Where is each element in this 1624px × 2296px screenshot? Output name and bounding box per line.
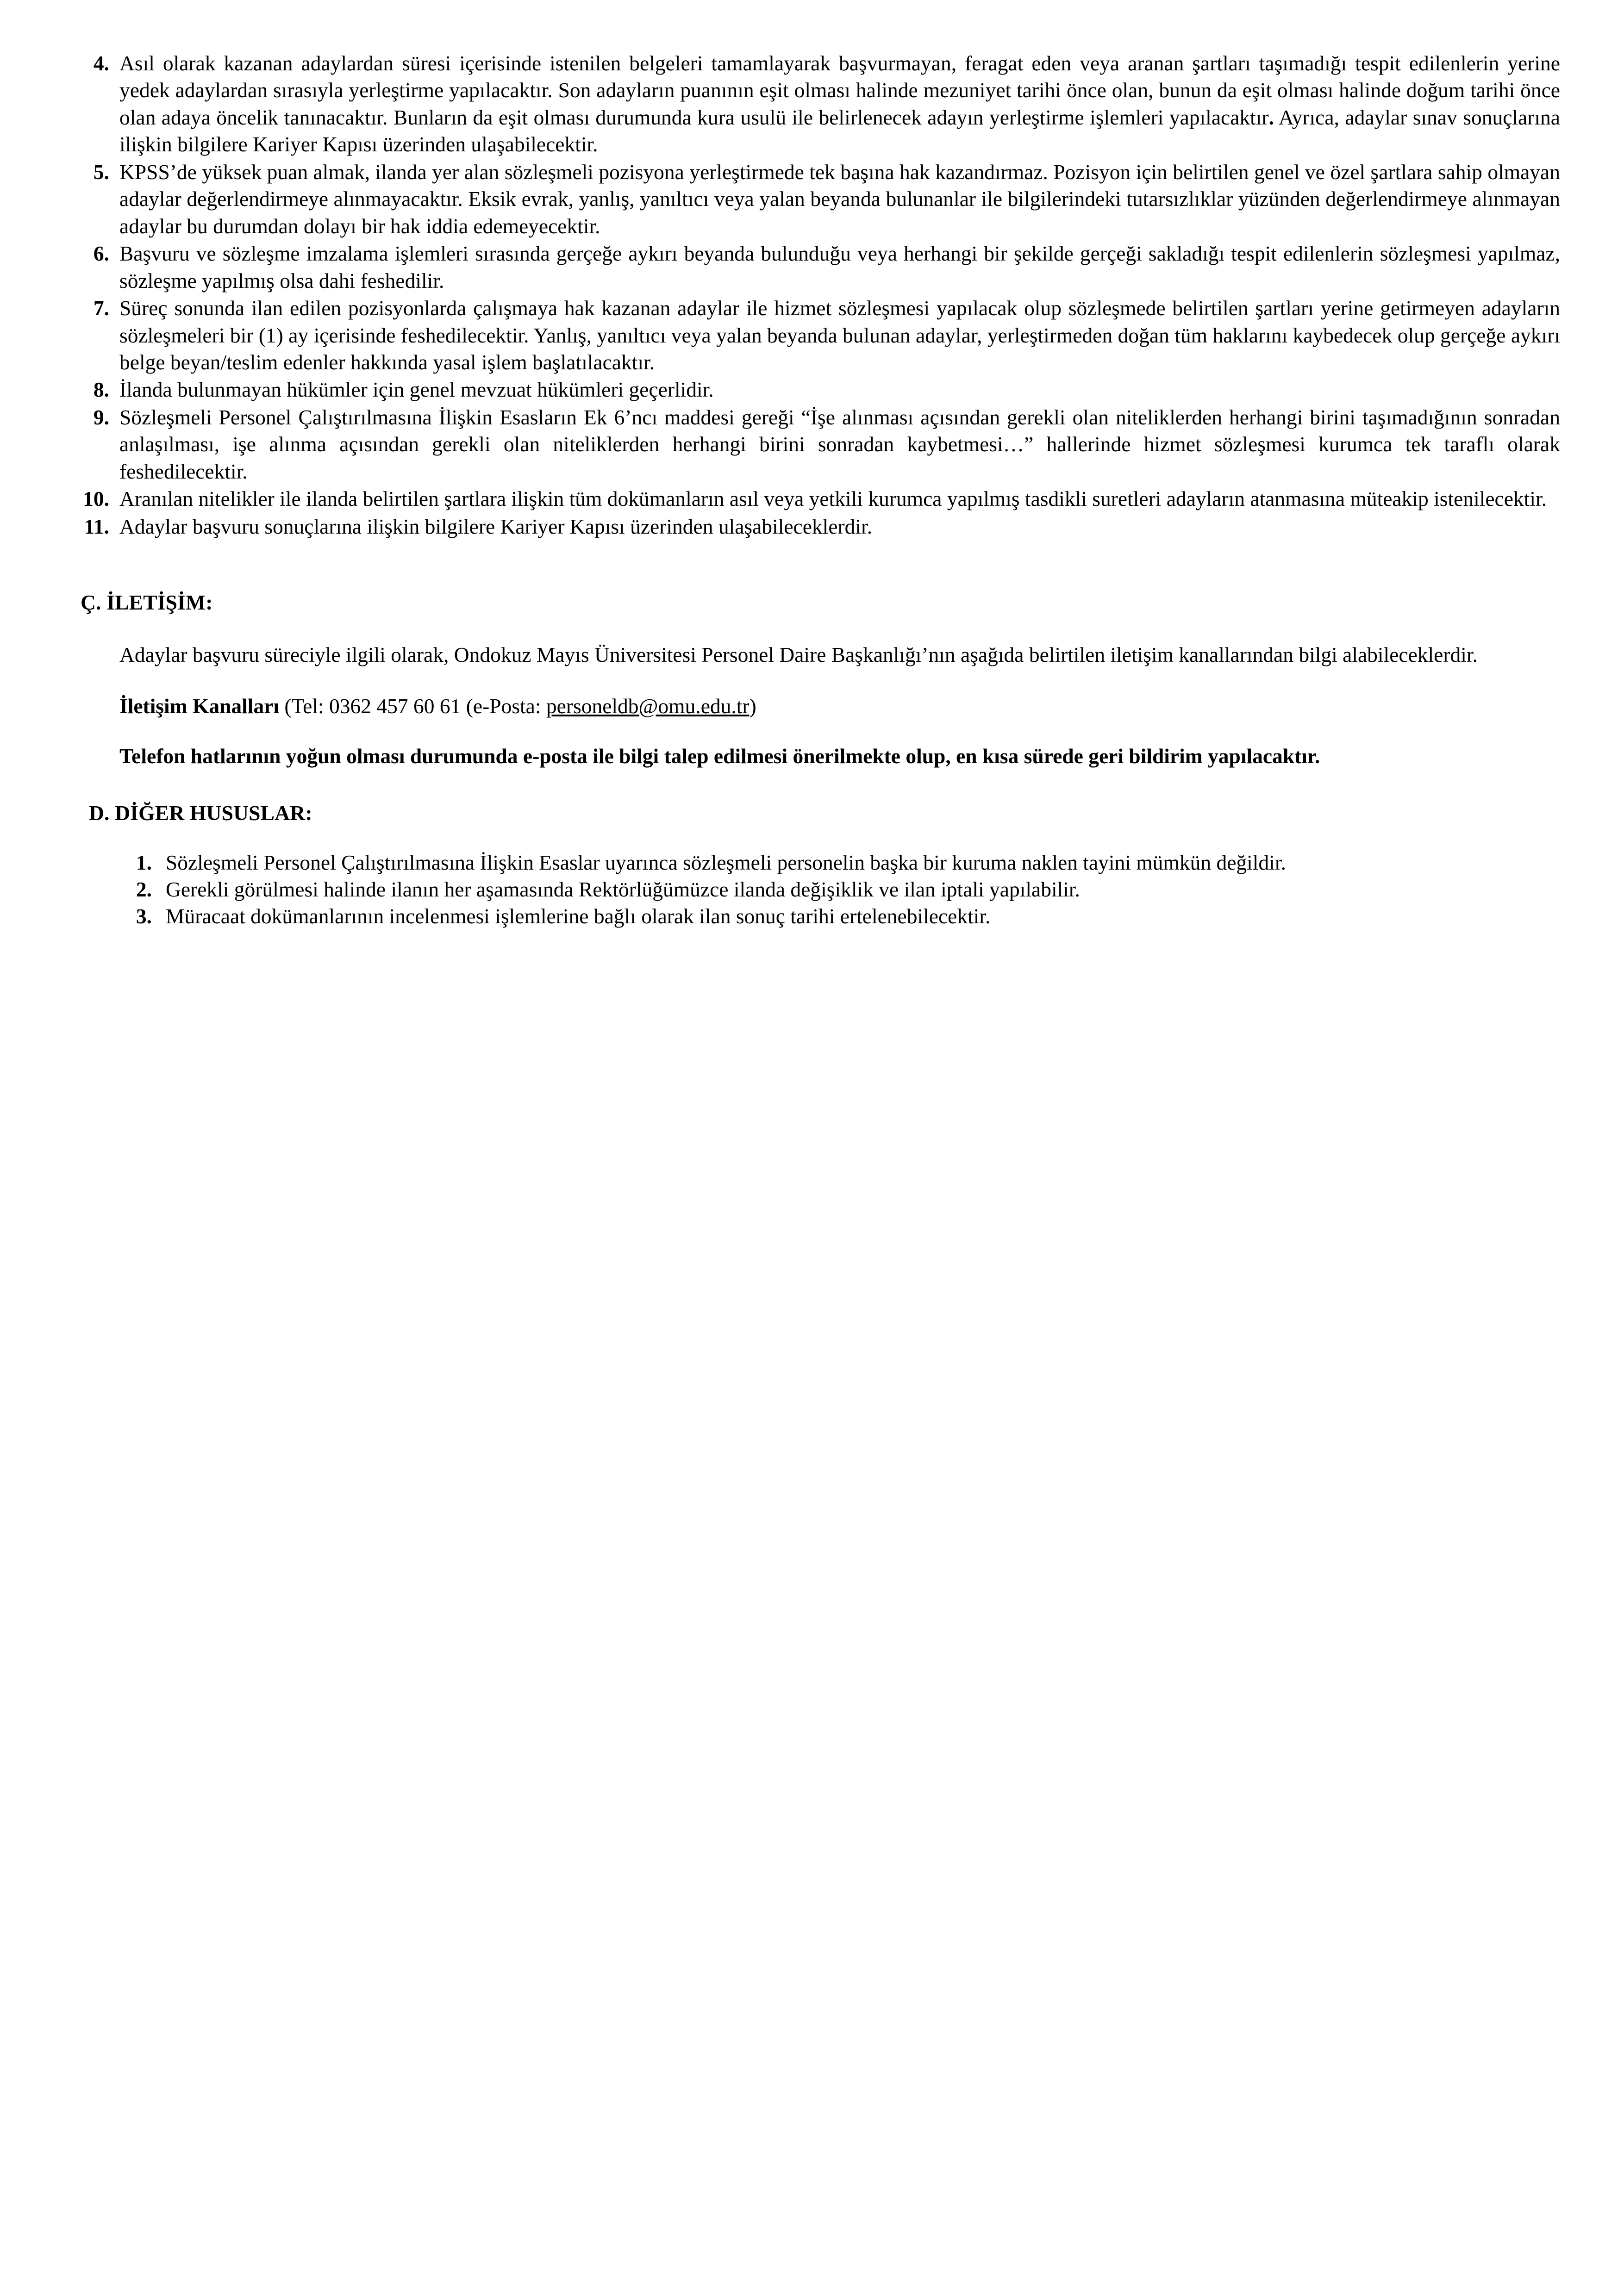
list-item-text: Gerekli görülmesi halinde ilanın her aşamasında Rektörlüğümüzce ilanda değişiklik ve ilan iptali yapılabilir. xyxy=(166,877,1080,901)
list-item-text: Süreç sonunda ilan edilen pozisyonlarda çalışmaya hak kazanan adaylar ile hizmet sözleşmesi yapılacak olup sözleşmede belirtilen şartları yerine getirmeyen adayların sözleşmeleri bir (1) ay içerisinde feshedilecektir. Yanlış, yanıltıcı veya yalan beyanda bulunan adaylar, yerleştirmeden doğan tüm haklarını kaybedecek olup gerçeğe aykırı belge beyan/teslim edenler hakkında yasal işlem başlatılacaktır. xyxy=(119,296,1560,374)
list-item-number: 11. xyxy=(84,514,109,538)
list-item-text: Aranılan nitelikler ile ilanda belirtilen şartlara ilişkin tüm dokümanların asıl veya yetkili kurumca yapılmış tasdikli suretleri adayların atanmasına müteakip istenilecektir. xyxy=(119,487,1547,511)
list-item-text: KPSS’de yüksek puan almak, ilanda yer alan sözleşmeli pozisyona yerleştirmede tek başına hak kazandırmaz. Pozisyon için belirtilen genel ve özel şartlara sahip olmayan adaylar değerlendirmeye alınmayacaktır. Eksik evrak, yanlış, yanıltıcı veya yalan beyanda bulunanlar ile bilgilerindeki tutarsızlıklar yüzünden değerlendirmeye alınmayan adaylar bu durumdan dolayı bir hak iddia edemeyecektir. xyxy=(119,160,1560,238)
diger-hususlar-list xyxy=(69,849,1560,930)
list-item-text: İlanda bulunmayan hükümler için genel mevzuat hükümleri geçerlidir. xyxy=(119,378,714,402)
list-item-number: 2. xyxy=(136,877,152,901)
list-item-number: 10. xyxy=(83,487,109,511)
list-item-number: 5. xyxy=(93,160,109,184)
main-numbered-list xyxy=(69,50,1560,540)
list-item-11 xyxy=(69,513,1560,540)
list-item-number: 4. xyxy=(93,51,109,75)
list-item-4 xyxy=(69,50,1560,158)
list-item-text: Sözleşmeli Personel Çalıştırılmasına İlişkin Esaslar uyarınca sözleşmeli personelin başka bir kuruma naklen tayini mümkün değildir. xyxy=(166,850,1286,874)
list-item-number: 6. xyxy=(93,242,109,266)
list-item-number: 3. xyxy=(136,904,152,928)
list-item-9 xyxy=(69,404,1560,485)
section-heading-diger-hususlar: D. DİĞER HUSUSLAR: xyxy=(89,801,312,825)
list-item-text: Sözleşmeli Personel Çalıştırılmasına İlişkin Esasların Ek 6’ncı maddesi gereği “İşe alınması açısından gerekli olan niteliklerden herhangi birini taşımadığının sonradan anlaşılması, işe alınma açısından gerekli olan niteliklerden herhangi birini sonradan kaybetmesi…” hallerinde hizmet sözleşmesi kurumca tek taraflı olarak feshedilecektir. xyxy=(119,405,1560,483)
section-heading-iletisim: Ç. İLETİŞİM: xyxy=(81,591,213,615)
list-item-number: 9. xyxy=(93,405,109,429)
list-item-text-part-2: Ayrıca, adaylar sınav sonuçlarına ilişkin bilgilere Kariyer Kapısı üzerinden ulaşabilecektir. xyxy=(119,105,1560,156)
list-item-number: 8. xyxy=(93,378,109,402)
diger-list-item-1 xyxy=(116,849,1560,876)
iletisim-channels-close: ) xyxy=(749,694,756,718)
list-item-5 xyxy=(69,159,1560,240)
iletisim-channels-paragraph xyxy=(119,693,1560,720)
list-item-10 xyxy=(69,485,1560,512)
list-item-6 xyxy=(69,240,1560,294)
iletisim-channels-phone: (Tel: 0362 457 60 61 (e-Posta: xyxy=(279,694,546,718)
list-item-text: Adaylar başvuru sonuçlarına ilişkin bilgilere Kariyer Kapısı üzerinden ulaşabileceklerdir. xyxy=(119,514,873,538)
list-item-number: 7. xyxy=(93,296,109,320)
iletisim-email-link[interactable]: personeldb@omu.edu.tr xyxy=(546,694,750,718)
document-content xyxy=(69,50,1560,930)
diger-list-item-3 xyxy=(116,903,1560,930)
list-item-text: Başvuru ve sözleşme imzalama işlemleri sırasında gerçeğe aykırı beyanda bulunduğu veya herhangi bir şekilde gerçeği sakladığı tespit edilenlerin sözleşmesi yapılmaz, sözleşme yapılmış olsa dahi feshedilir. xyxy=(119,242,1560,292)
list-item-text-bold: . xyxy=(1268,105,1274,129)
list-item-text xyxy=(119,50,1560,158)
list-item-8 xyxy=(69,376,1560,403)
list-item-7 xyxy=(69,295,1560,376)
list-item-number: 1. xyxy=(136,850,152,874)
list-item-text: Müracaat dokümanlarının incelenmesi işlemlerine bağlı olarak ilan sonuç tarihi ertelenebilecektir. xyxy=(166,904,991,928)
diger-list-item-2 xyxy=(116,876,1560,903)
iletisim-intro-paragraph: Adaylar başvuru süreciyle ilgili olarak, Ondokuz Mayıs Üniversitesi Personel Daire Başkanlığı’nın aşağıda belirtilen iletişim kanallarından bilgi alabileceklerdir. xyxy=(119,643,1478,667)
list-item-text-part-1: Asıl olarak kazanan adaylardan süresi içerisinde istenilen belgeleri tamamlayarak başvurmayan, feragat eden veya aranan şartları taşımadığı tespit edilenlerin yerine yedek adaylardan sırasıyla yerleştirme yapılacaktır. Son adayların puanının eşit olması halinde mezuniyet tarihi önce olan, bunun da eşit olması halinde doğum tarihi önce olan adaya öncelik tanınacaktır. Bunların da eşit olması durumunda kura usulü ile belirlenecek adayın yerleştirme işlemleri yapılacaktır xyxy=(119,51,1560,129)
iletisim-channels-label: İletişim Kanalları xyxy=(119,694,280,718)
iletisim-phone-note: Telefon hatlarının yoğun olması durumunda e-posta ile bilgi talep edilmesi önerilmekte olup, en kısa sürede geri bildirim yapılacaktır. xyxy=(119,744,1320,768)
